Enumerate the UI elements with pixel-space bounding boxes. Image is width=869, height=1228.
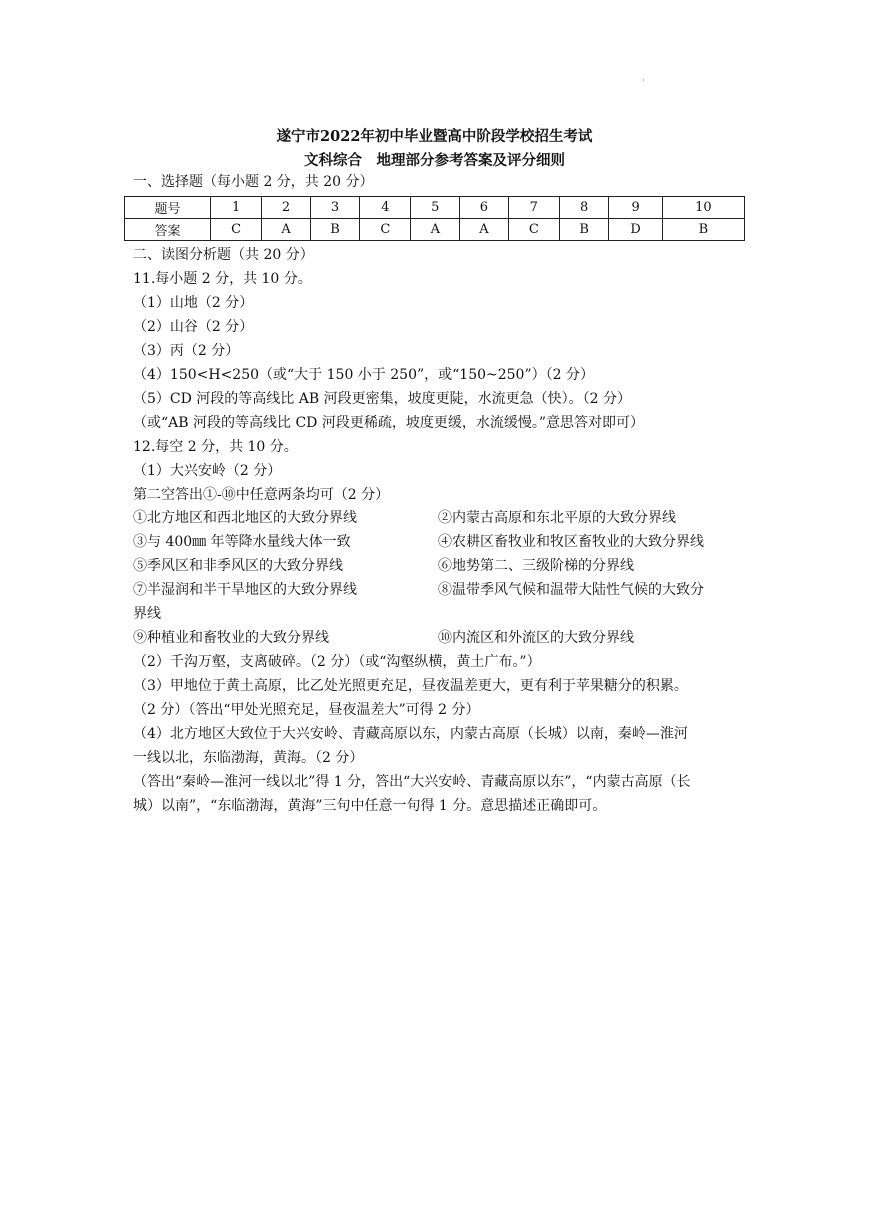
option-8-continued: 界线 bbox=[133, 606, 161, 622]
table-cell: C bbox=[508, 219, 559, 241]
table-cell: 8 bbox=[559, 197, 608, 219]
option-2: ②内蒙古高原和东北平原的大致分界线 bbox=[438, 510, 676, 526]
q12-answer-2: （2）千沟万壑，支离破碎。（2 分）（或“沟壑纵横，黄土广布。”） bbox=[133, 654, 541, 670]
table-cell: A bbox=[262, 219, 311, 241]
q11-answer-4: （4）150<H<250（或“大于 150 小于 250”，或“150~250”）（2 分） bbox=[133, 367, 594, 383]
q11-heading: 11.每小题 2 分，共 10 分。 bbox=[133, 271, 312, 287]
table-row-answers bbox=[125, 219, 745, 241]
table-cell: 4 bbox=[360, 197, 411, 219]
q12-answer-4-scoring-continued: 城）以南”，“东临渤海，黄海”三句中任意一句得 1 分。意思描述正确即可。 bbox=[133, 798, 607, 814]
table-cell: 3 bbox=[310, 197, 359, 219]
table-cell: 10 bbox=[662, 197, 744, 219]
table-cell: D bbox=[609, 219, 663, 241]
table-row-numbers bbox=[125, 197, 745, 219]
table-cell: 1 bbox=[211, 197, 262, 219]
q12-answer-3-score: （2 分）（答出“甲处光照充足，昼夜温差大”可得 2 分） bbox=[133, 702, 480, 718]
table-cell: 6 bbox=[460, 197, 509, 219]
table-cell: C bbox=[211, 219, 262, 241]
table-cell: A bbox=[411, 219, 460, 241]
section-heading-choice: 一、选择题（每小题 2 分，共 20 分） bbox=[133, 174, 374, 190]
answer-table bbox=[124, 196, 745, 241]
table-cell: B bbox=[662, 219, 744, 241]
q11-answer-3: （3）丙（2 分） bbox=[133, 343, 240, 359]
section-heading-analysis: 二、读图分析题（共 20 分） bbox=[133, 247, 314, 263]
option-7: ⑦半湿润和半干旱地区的大致分界线 bbox=[133, 582, 357, 598]
q11-answer-5: （5）CD 河段的等高线比 AB 河段更密集，坡度更陡，水流更急（快）。（2 分） bbox=[133, 391, 631, 407]
q11-answer-2: （2）山谷（2 分） bbox=[133, 319, 254, 335]
table-cell: C bbox=[360, 219, 411, 241]
option-4: ④农耕区畜牧业和牧区畜牧业的大致分界线 bbox=[438, 534, 704, 550]
table-cell: B bbox=[559, 219, 608, 241]
q12-answer-4-scoring: （答出“秦岭—淮河一线以北”得 1 分，答出“大兴安岭、青藏高原以东”，“内蒙古高原（长 bbox=[133, 774, 691, 790]
option-6: ⑥地势第二、三级阶梯的分界线 bbox=[438, 558, 634, 574]
q12-answer-3: （3）甲地位于黄土高原，比乙处光照更充足，昼夜温差更大，更有利于苹果糖分的积累。 bbox=[133, 678, 688, 694]
page-marker-dot: · bbox=[642, 76, 645, 85]
table-cell: 7 bbox=[508, 197, 559, 219]
table-cell: 2 bbox=[262, 197, 311, 219]
table-cell: 9 bbox=[609, 197, 663, 219]
table-cell: A bbox=[460, 219, 509, 241]
table-header-answer: 答案 bbox=[125, 219, 211, 241]
q12-answer-1: （1）大兴安岭（2 分） bbox=[133, 463, 282, 479]
option-8: ⑧温带季风气候和温带大陆性气候的大致分 bbox=[438, 582, 704, 598]
option-1: ①北方地区和西北地区的大致分界线 bbox=[133, 510, 357, 526]
q12-answer-4-continued: 一线以北，东临渤海，黄海。（2 分） bbox=[133, 750, 364, 766]
table-cell: 5 bbox=[411, 197, 460, 219]
q12-note: 第二空答出①-⑩中任意两条均可（2 分） bbox=[133, 487, 390, 503]
option-10: ⑩内流区和外流区的大致分界线 bbox=[438, 630, 634, 646]
option-3: ③与 400㎜ 年等降水量线大体一致 bbox=[133, 534, 351, 550]
q11-answer-1: （1）山地（2 分） bbox=[133, 295, 254, 311]
option-9: ⑨种植业和畜牧业的大致分界线 bbox=[133, 630, 329, 646]
table-cell: B bbox=[310, 219, 359, 241]
q12-heading: 12.每空 2 分，共 10 分。 bbox=[133, 439, 298, 455]
q11-answer-5-alt: （或“AB 河段的等高线比 CD 河段更稀疏，坡度更缓，水流缓慢。”意思答对即可） bbox=[133, 415, 644, 431]
table-header-number: 题号 bbox=[125, 197, 211, 219]
document-title: 遂宁市2022年初中毕业暨高中阶段学校招生考试 bbox=[276, 128, 593, 145]
q12-answer-4: （4）北方地区大致位于大兴安岭、青藏高原以东，内蒙古高原（长城）以南，秦岭—淮河 bbox=[133, 726, 688, 742]
document-subtitle: 文科综合 地理部分参考答案及评分细则 bbox=[304, 152, 565, 169]
option-5: ⑤季风区和非季风区的大致分界线 bbox=[133, 558, 343, 574]
